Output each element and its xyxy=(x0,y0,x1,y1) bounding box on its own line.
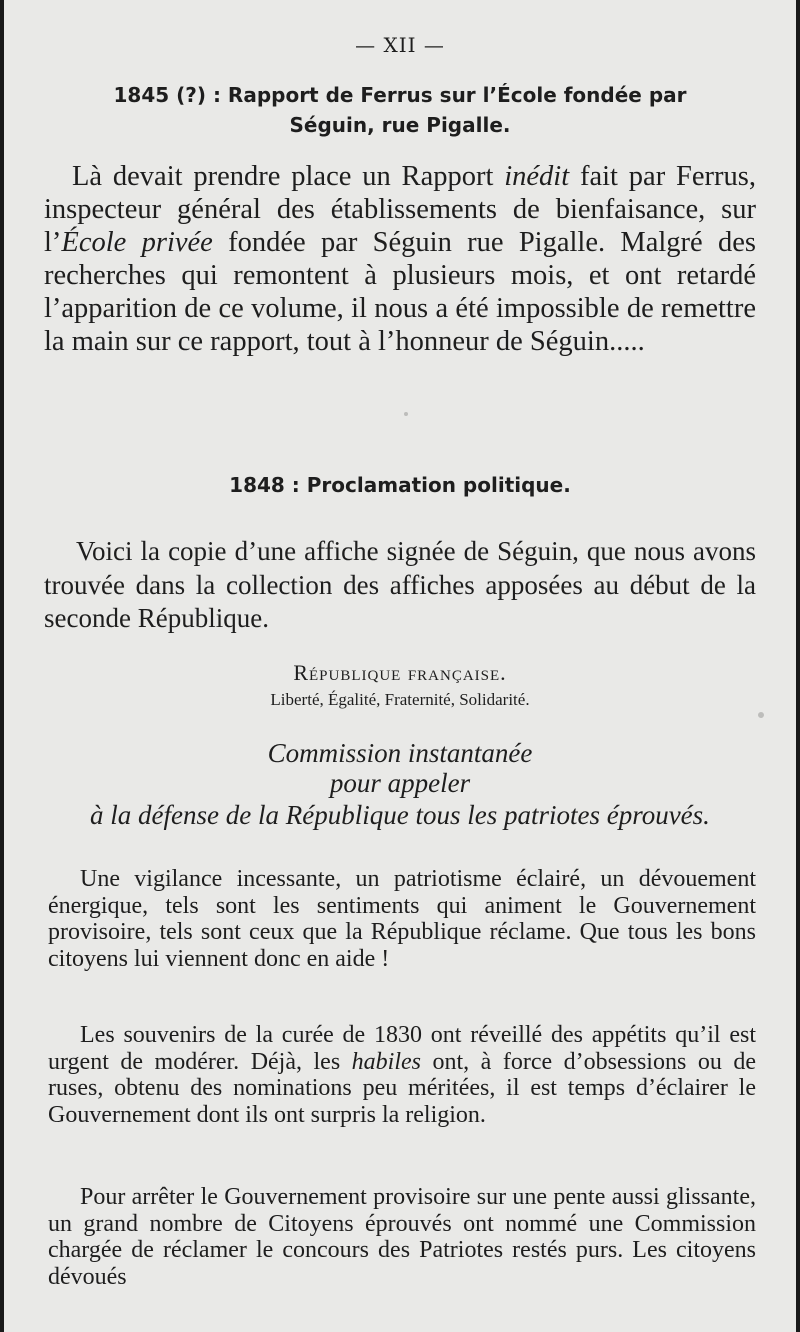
commission-line-3: à la défense de la République tous les patriotes éprouvés. xyxy=(90,800,710,830)
commission-line-1: Commission instantanée xyxy=(267,738,533,768)
text-run: Les souvenirs de la curée de 1830 ont réveillé des appétits qu’il est urgent de modérer. Déjà, les xyxy=(48,1022,756,1075)
proclamation-paragraph-3: Pour arrêter le Gouvernement provisoire sur une pente aussi glissante, un grand nombre de Citoyens éprouvés ont nommé une Commission chargée de réclamer le concours des Patriotes restés purs. Les citoyens dévoués xyxy=(48,1184,756,1290)
page-number: — XII — xyxy=(355,33,445,57)
republic-motto: Liberté, Égalité, Fraternité, Solidarité. xyxy=(270,690,530,709)
paragraph-rapport-inedit xyxy=(44,160,756,358)
text-run: fondée par Séguin rue Pigalle. Malgré des recherches qui remontent à plusieurs mois, et ont retardé l’apparition de ce volume, il nous a été impossible de remettre la main sur ce rapport, tout à l’honneur de Séguin..... xyxy=(44,227,756,357)
italic-inedit: inédit xyxy=(504,161,570,192)
text-run: ont, à force d’obsessions ou de ruses, obtenu des nominations peu méritées, il est temps d’éclairer le Gouvernement dont ils ont surpris la religion. xyxy=(48,1048,756,1128)
paper-speck xyxy=(758,712,764,718)
italic-habiles: habiles xyxy=(351,1048,421,1075)
book-page xyxy=(4,0,796,1332)
section-heading-1848: 1848 : Proclamation politique. xyxy=(229,473,571,497)
heading-line-2: Séguin, rue Pigalle. xyxy=(289,113,511,137)
text-run: Là devait prendre place un Rapport xyxy=(72,161,505,192)
italic-ecole-privee: École privée xyxy=(61,227,213,258)
text-run: fait par Ferrus, inspecteur général des établissements de bienfaisance, sur l’ xyxy=(44,161,756,258)
section-heading-1845 xyxy=(44,80,756,140)
heading-line-1: 1845 (?) : Rapport de Ferrus sur l’École fondée par xyxy=(113,83,687,107)
proclamation-paragraph-2 xyxy=(48,1022,756,1128)
commission-line-2: pour appeler xyxy=(329,768,471,798)
paragraph-affiche: Voici la copie d’une affiche signée de Séguin, que nous avons trouvée dans la collection des affiches apposées au début de la seconde République. xyxy=(44,536,756,633)
paper-speck xyxy=(404,412,408,416)
republique-francaise-title: République française. xyxy=(293,660,507,685)
proclamation-paragraph-1: Une vigilance incessante, un patriotisme éclairé, un dévouement énergique, tels sont les sentiments qui animent le Gouvernement provisoire, tels sont ceux que la République réclame. Que tous les bons citoyens lui viennent donc en aide ! xyxy=(48,866,756,972)
